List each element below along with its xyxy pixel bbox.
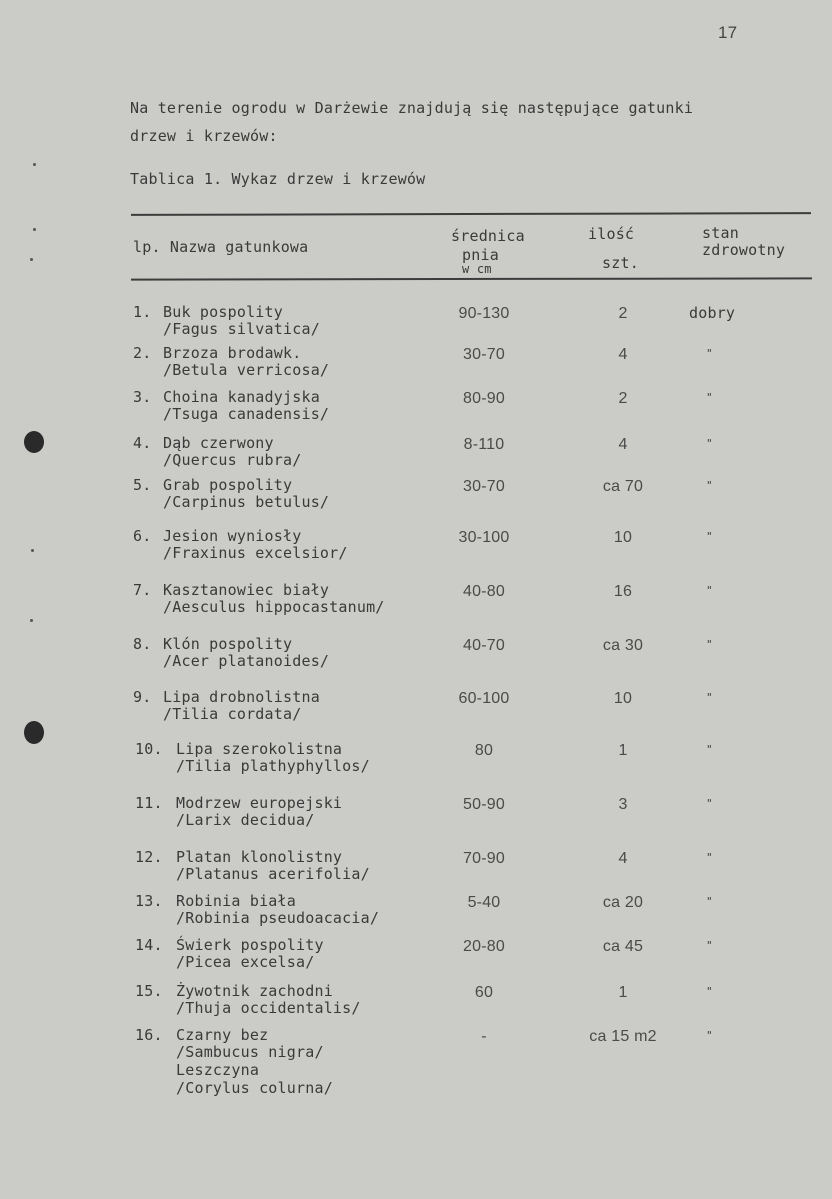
table-header-rule — [131, 277, 812, 280]
row-number: 16. — [135, 1026, 163, 1044]
header-diameter-3: w cm — [462, 262, 492, 276]
page-number: 17 — [718, 23, 738, 42]
margin-speck — [30, 619, 33, 622]
table-top-rule — [131, 212, 811, 215]
row-number: 12. — [135, 848, 163, 866]
tree-count: ca 45 — [602, 938, 644, 955]
table-caption: Tablica 1. Wykaz drzew i krzewów — [130, 170, 426, 188]
tree-count: 4 — [618, 346, 628, 363]
punch-hole-bottom — [24, 721, 44, 744]
health-status: " — [706, 437, 713, 450]
tree-count: 4 — [618, 850, 628, 867]
species-latin-name: /Picea excelsa/ — [176, 953, 315, 971]
trunk-diameter: - — [481, 1028, 487, 1045]
species-latin-name: /Acer platanoides/ — [163, 652, 330, 670]
tree-count: ca 20 — [602, 894, 644, 911]
tree-count: 10 — [613, 529, 633, 546]
header-health-1: stan — [702, 224, 739, 242]
species-name: Kasztanowiec biały — [163, 581, 330, 599]
trunk-diameter: 40-80 — [463, 583, 505, 600]
tree-count: ca 30 — [602, 637, 644, 654]
species-latin-name: /Robinia pseudoacacia/ — [176, 909, 380, 927]
species-latin-name: /Tilia plathyphyllos/ — [176, 757, 370, 775]
trunk-diameter: 30-100 — [458, 529, 510, 546]
row-number: 4. — [133, 434, 152, 452]
tree-count: 4 — [618, 436, 628, 453]
intro-line-1: Na terenie ogrodu w Darżewie znajdują się następujące gatunki — [130, 99, 694, 117]
row-number: 8. — [133, 635, 152, 653]
punch-hole-top — [24, 431, 44, 453]
tree-count: 16 — [613, 583, 633, 600]
health-status: " — [706, 479, 713, 492]
trunk-diameter: 20-80 — [463, 938, 505, 955]
species-name: Brzoza brodawk. — [163, 344, 302, 362]
row-number: 11. — [135, 794, 163, 812]
row-number: 7. — [133, 581, 152, 599]
margin-speck — [33, 228, 36, 231]
trunk-diameter: 30-70 — [463, 346, 505, 363]
row-number: 6. — [133, 527, 152, 545]
health-status: " — [706, 743, 713, 756]
intro-line-2: drzew i krzewów: — [130, 127, 278, 145]
species-name: Lipa szerokolistna — [176, 740, 343, 758]
health-status: " — [706, 347, 713, 360]
header-diameter-1: średnica — [451, 227, 525, 245]
species-name: Choina kanadyjska — [163, 388, 320, 406]
health-status: " — [706, 530, 713, 543]
header-lp-name: lp. Nazwa gatunkowa — [133, 238, 309, 256]
trunk-diameter: 8-110 — [463, 436, 505, 453]
tree-count: 3 — [618, 796, 628, 813]
margin-speck — [30, 258, 33, 261]
species-latin-name: /Fagus silvatica/ — [163, 320, 320, 338]
row-number: 2. — [133, 344, 152, 362]
species-latin-name: /Tilia cordata/ — [163, 705, 302, 723]
margin-speck — [33, 163, 36, 166]
health-status: " — [706, 851, 713, 864]
species-name: Świerk pospolity — [176, 936, 324, 954]
trunk-diameter: 70-90 — [463, 850, 505, 867]
species-name: Jesion wyniosły — [163, 527, 302, 545]
species-latin-name: /Fraxinus excelsior/ — [163, 544, 348, 562]
species-latin-name: /Tsuga canadensis/ — [163, 405, 330, 423]
trunk-diameter: 30-70 — [463, 478, 505, 495]
trunk-diameter: 40-70 — [463, 637, 505, 654]
row-number: 5. — [133, 476, 152, 494]
health-status: " — [706, 1029, 713, 1042]
species-latin-name: /Corylus colurna/ — [176, 1079, 333, 1097]
health-status: dobry — [689, 304, 736, 322]
tree-count: 1 — [618, 742, 628, 759]
tree-count: ca 15 m2 — [589, 1028, 657, 1045]
health-status: " — [706, 939, 713, 952]
row-number: 1. — [133, 303, 152, 321]
header-count-1: ilość — [588, 225, 635, 243]
tree-count: 2 — [618, 305, 628, 322]
row-number: 3. — [133, 388, 152, 406]
header-health-2: zdrowotny — [702, 241, 786, 259]
tree-count: 1 — [618, 984, 628, 1001]
health-status: " — [706, 584, 713, 597]
trunk-diameter: 80-90 — [463, 390, 505, 407]
health-status: " — [706, 391, 713, 404]
species-name: Platan klonolistny — [176, 848, 343, 866]
species-name: Czarny bez — [176, 1026, 269, 1044]
species-name: Lipa drobnolistna — [163, 688, 320, 706]
health-status: " — [706, 638, 713, 651]
row-number: 10. — [135, 740, 163, 758]
health-status: " — [706, 691, 713, 704]
trunk-diameter: 90-130 — [458, 305, 510, 322]
header-diameter-2: pnia — [462, 246, 499, 264]
species-latin-name: /Carpinus betulus/ — [163, 493, 330, 511]
species-latin-name: /Aesculus hippocastanum/ — [163, 598, 385, 616]
header-count-2: szt. — [602, 254, 639, 272]
row-number: 14. — [135, 936, 163, 954]
tree-count: ca 70 — [602, 478, 644, 495]
species-latin-name: /Betula verricosa/ — [163, 361, 330, 379]
species-name: Leszczyna — [176, 1061, 260, 1079]
species-name: Żywotnik zachodni — [176, 982, 333, 1000]
species-latin-name: /Larix decidua/ — [176, 811, 315, 829]
health-status: " — [706, 895, 713, 908]
species-latin-name: /Thuja occidentalis/ — [176, 999, 361, 1017]
species-latin-name: /Sambucus nigra/ — [176, 1043, 324, 1061]
trunk-diameter: 50-90 — [463, 796, 505, 813]
trunk-diameter: 60-100 — [458, 690, 510, 707]
species-latin-name: /Quercus rubra/ — [163, 451, 302, 469]
species-latin-name: /Platanus acerifolia/ — [176, 865, 370, 883]
health-status: " — [706, 985, 713, 998]
tree-count: 10 — [613, 690, 633, 707]
row-number: 9. — [133, 688, 152, 706]
row-number: 15. — [135, 982, 163, 1000]
trunk-diameter: 60 — [474, 984, 494, 1001]
species-name: Klón pospolity — [163, 635, 293, 653]
tree-count: 2 — [618, 390, 628, 407]
margin-speck — [31, 549, 34, 552]
trunk-diameter: 80 — [474, 742, 494, 759]
species-name: Robinia biała — [176, 892, 296, 910]
species-name: Dąb czerwony — [163, 434, 274, 452]
trunk-diameter: 5-40 — [467, 894, 501, 911]
species-name: Buk pospolity — [163, 303, 283, 321]
species-name: Grab pospolity — [163, 476, 293, 494]
row-number: 13. — [135, 892, 163, 910]
health-status: " — [706, 797, 713, 810]
species-name: Modrzew europejski — [176, 794, 343, 812]
